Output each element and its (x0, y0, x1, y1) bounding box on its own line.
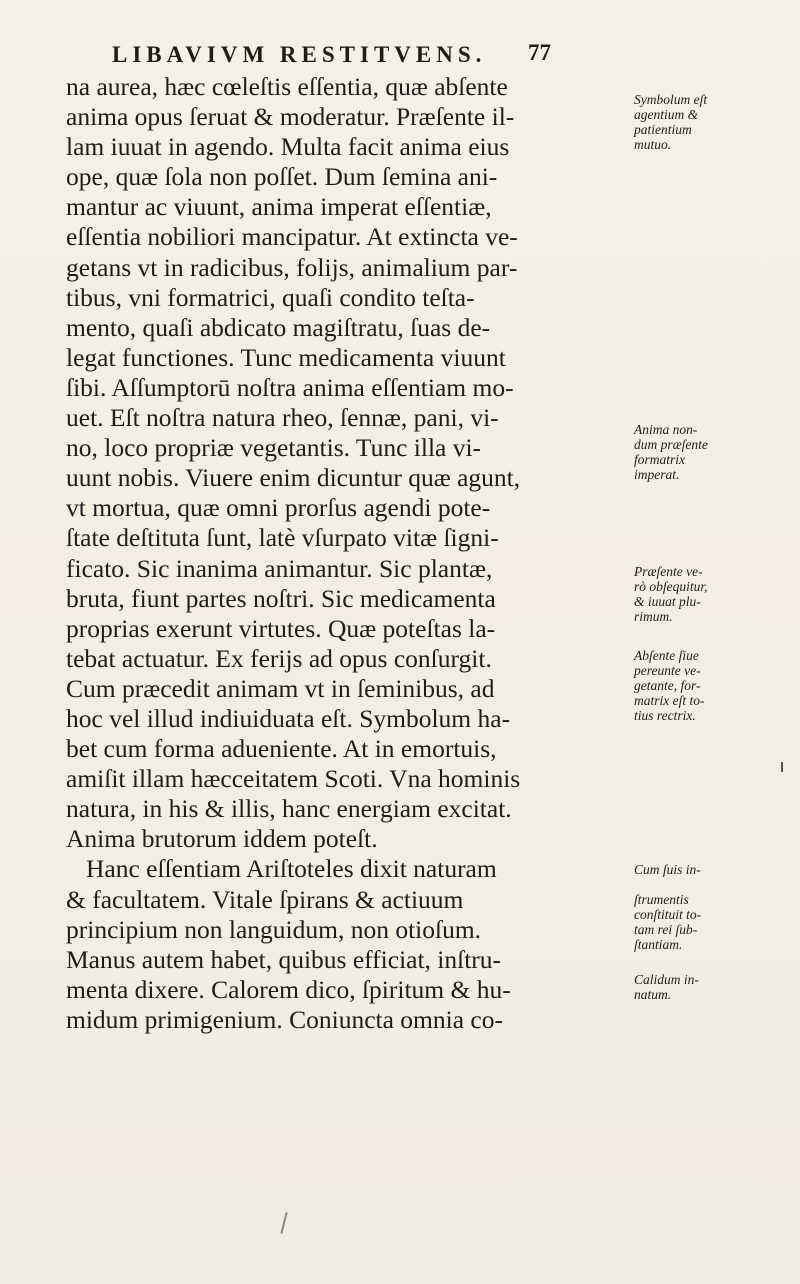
text-line: natura, in his & illis, hanc energiam excitat. (66, 794, 512, 824)
text-line: mento, quaſi abdicato magiſtratu, ſuas de- (66, 312, 491, 342)
text-line: Hanc eſſentiam Ariſtoteles dixit naturam (86, 854, 497, 884)
margin-note (634, 648, 705, 723)
margin-note-line: mutuo. (634, 137, 672, 152)
margin-note-line: patientium (634, 122, 692, 137)
text-line: vt mortua, quæ omni prorſus agendi pote- (66, 493, 491, 523)
margin-note-line: matrix eſt to- (634, 693, 705, 708)
running-header (112, 42, 632, 76)
margin-note-line: rò obſequitur, (634, 579, 708, 594)
text-line: no, loco propriæ vegetantis. Tunc illa vi- (66, 433, 482, 463)
margin-note (634, 92, 707, 152)
running-title: LIBAVIVM RESTITVENS. (112, 42, 487, 67)
margin-note-line: Cum ſuis in- (634, 862, 701, 877)
text-line: ficato. Sic inanima animantur. Sic plantæ, (66, 553, 493, 583)
text-line: Cum præcedit animam vt in ſeminibus, ad (66, 673, 495, 703)
margin-note-line: Anima non- (634, 422, 698, 437)
margin-note-line: tius rectrix. (634, 708, 696, 723)
text-line: uunt nobis. Viuere enim dicuntur quæ agunt, (66, 463, 521, 493)
margin-note-line: & iuuat plu- (634, 594, 701, 609)
margin-note-line: Symbolum eſt (634, 92, 708, 107)
text-line: amiſit illam hæcceitatem Scoti. Vna hominis (66, 764, 521, 794)
text-line: bet cum forma adueniente. At in emortuis, (66, 734, 497, 764)
text-line: legat functiones. Tunc medicamenta viuunt (66, 342, 506, 372)
margin-note-line: getante, for- (634, 678, 701, 693)
margin-note (634, 564, 708, 624)
text-line: bruta, fiunt partes noſtri. Sic medicamenta (66, 583, 496, 613)
text-line: proprias exerunt virtutes. Quæ poteſtas la- (66, 613, 496, 643)
stray-pen-mark (280, 1212, 287, 1234)
margin-note-line: Abſente ſiue (634, 648, 699, 663)
text-line: na aurea, hæc cœleſtis eſſentia, quæ abſente (66, 72, 508, 101)
text-line: uet. Eſt noſtra natura rheo, ſennæ, pani, vi- (66, 403, 499, 433)
text-line: hoc vel illud indiuiduata eſt. Symbolum ha- (66, 703, 511, 733)
text-line: anima opus ſeruat & moderatur. Præſente il- (66, 102, 515, 132)
text-line: midum primigenium. Coniuncta omnia co- (66, 1004, 503, 1034)
margin-note-line: formatrix (634, 452, 686, 467)
text-line: Manus autem habet, quibus efficiat, inſtru- (66, 944, 502, 974)
margin-note (634, 972, 699, 1002)
text-line: ſtate deſtituta ſunt, latè vſurpato vitæ ſigni- (66, 523, 499, 553)
text-line: lam iuuat in agendo. Multa facit anima eius (66, 132, 510, 162)
margin-note (634, 862, 701, 877)
text-line: Anima brutorum iddem poteſt. (66, 824, 378, 854)
margin-note-line: tam rei ſub- (634, 922, 698, 937)
text-line: ſibi. Aſſumptorū noſtra anima eſſentiam mo- (66, 372, 514, 402)
text-line: principium non languidum, non otioſum. (66, 914, 482, 944)
margin-note-line: imperat. (634, 467, 680, 482)
text-line: tibus, vni formatrici, quaſi condito teſta- (66, 282, 475, 312)
text-line: tebat actuatur. Ex ferijs ad opus conſurgit. (66, 643, 492, 673)
margin-note-line: natum. (634, 987, 672, 1002)
page-number: 77 (528, 40, 551, 65)
margin-note-line: Præſente ve- (634, 564, 703, 579)
edge-ink-mark (781, 762, 783, 772)
margin-note-line: ſtantiam. (634, 937, 683, 952)
text-line: ope, quæ ſola non poſſet. Dum ſemina ani- (66, 162, 498, 192)
text-line: mantur ac viuunt, anima imperat eſſentiæ, (66, 192, 492, 222)
text-line: & facultatem. Vitale ſpirans & actiuum (66, 884, 464, 914)
margin-note-line: ſtrumentis (634, 892, 689, 907)
text-line: getans vt in radicibus, folijs, animalium par- (66, 252, 518, 282)
text-line: menta dixere. Calorem dico, ſpiritum & hu- (66, 974, 511, 1004)
margin-note-line: Calidum in- (634, 972, 699, 987)
main-text-column (66, 72, 626, 1035)
margin-note-line: agentium & (634, 107, 699, 122)
margin-note-line: pereunte ve- (634, 663, 701, 678)
margin-note (634, 892, 701, 952)
margin-note (634, 422, 708, 482)
margin-note-line: rimum. (634, 609, 673, 624)
text-line: eſſentia nobiliori mancipatur. At extincta ve- (66, 222, 518, 252)
margin-note-line: conſtituit to- (634, 907, 702, 922)
margin-note-line: dum præſente (634, 437, 708, 452)
